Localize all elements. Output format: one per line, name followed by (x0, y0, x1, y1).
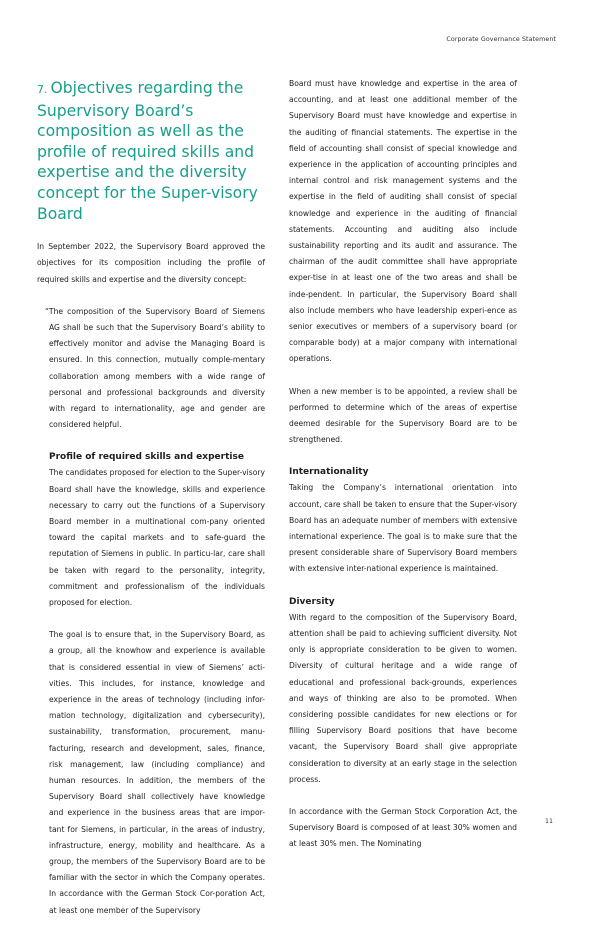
right-column (289, 76, 517, 869)
intro-paragraph: In September 2022, the Supervisory Board approved the objectives for its composition including the profile of required skills and expertise and the diversity concept: (37, 242, 265, 284)
review-paragraph: When a new member is to be appointed, a review shall be performed to determine which of the areas of expertise deemed desirable for the Supervisory Board are to be strengthened. (289, 386, 517, 445)
stock-act-paragraph: In accordance with the German Stock Corporation Act, the Supervisory Board is composed of at least 30% women and at least 30% men. The Nominating (289, 806, 517, 849)
section-number: 7. (37, 83, 48, 96)
diversity-paragraph: With regard to the composition of the Supervisory Board, attention shall be paid to achieving sufficient diversity. Not only is appropriate consideration to be given to women. Diversity of cultural heritage and a wide range of educational and professional back-grounds, experiences and ways of thinking are also to be promoted. When considering possible candidates for new elections or for filling Supervisory Board positions that have become vacant, the Supervisory Board shall give appropriate consideration to diversity at an early stage in the selection process. (289, 612, 517, 784)
internationality-heading: Internationality (289, 467, 369, 478)
section-title-text: Objectives regarding the Supervisory Board’s composition as well as the profile of required skills and expertise and the diversity concept for the Super-visory Board (37, 79, 258, 223)
goal-paragraph: The goal is to ensure that, in the Supervisory Board, as a group, all the knowhow and experience is available that is considered essential in view of Siemens’ acti-vities. This includes, for instance, knowledge and experience in the areas of technology (including infor-mation technology, digitalization and cybersecurity), sustainability, transformation, procurement, manu-facturing, research and development, sales, finance, risk management, law (including compliance) and human resources. In addition, the members of the Supervisory Board shall collectively have knowledge and experience in the business areas that are impor-tant for Siemens, in particular, in the areas of industry, infrastructure, energy, mobility and healthcare. As a group, the members of the Supervisory Board are to be familiar with the sector in which the Company operates. In accordance with the German Stock Cor-poration Act, at least one member of the Supervisory (49, 630, 265, 915)
running-header: Corporate Governance Statement (446, 36, 556, 43)
left-column (37, 78, 265, 935)
quote-paragraph: “The composition of the Supervisory Board of Siemens AG shall be such that the Supervisory Board’s ability to effectively monitor and advise the Managing Board is ensured. In this connection, mutually comple-mentary collaboration among members with a wide range of personal and professional backgrounds and diversity with regard to internationality, age and gender are considered helpful. (45, 306, 265, 430)
profile-heading: Profile of required skills and expertise (49, 452, 244, 463)
internationality-paragraph: Taking the Company’s international orientation into account, care shall be taken to ensure that the Super-visory Board has an adequate number of members with extensive international experience. The goal is to make sure that the present considerable share of Supervisory Board members with extensive inter-national experience is maintained. (289, 483, 517, 574)
diversity-heading: Diversity (289, 596, 335, 607)
page-number: 11 (545, 818, 554, 825)
accounting-paragraph: Board must have knowledge and expertise in the area of accounting, and at least one additional member of the Supervisory Board must have knowledge and expertise in the auditing of financial statements. The expertise in the field of accounting shall consist of special knowledge and experience in the application of accounting principles and internal control and risk management systems and the expertise in the field of auditing shall consist of special knowledge and experience in the auditing of financial statements. Accounting and auditing also include sustainability reporting and its audit and assurance. The chairman of the audit committee shall have appropriate exper-tise in at least one of the two areas and shall be inde-pendent. In particular, the Supervisory Board shall also include members who have leadership experi-ence as senior executives or members of a supervisory board (or comparable body) at a major company with international operations. (289, 79, 517, 364)
profile-paragraph: The candidates proposed for election to the Super-visory Board shall have the knowledge, skills and experience necessary to carry out the functions of a Supervisory Board member in a multinational com-pany oriented toward the capital markets and to safe-guard the reputation of Siemens in public. In particu-lar, care shall be taken with regard to the personality, integrity, commitment and professionalism of the individuals proposed for election. (49, 468, 265, 608)
section-title (37, 78, 265, 224)
quote-continuation (37, 449, 265, 918)
